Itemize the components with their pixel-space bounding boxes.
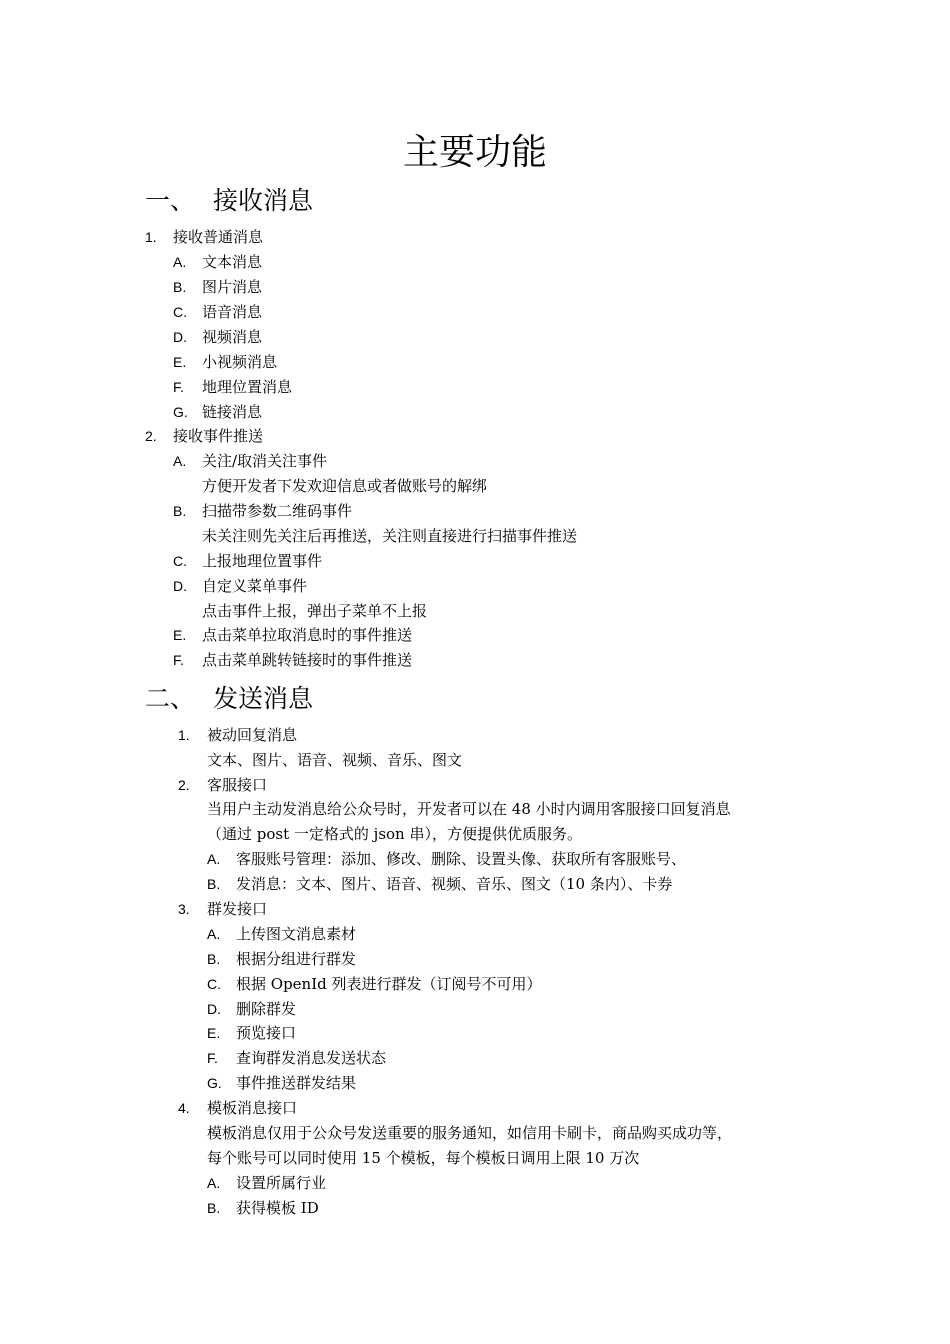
sublist-marker: D.	[173, 329, 187, 345]
sublist-item: 视频消息	[202, 328, 263, 346]
sublist-item: 客服账号管理：添加、修改、删除、设置头像、获取所有客服账号、	[236, 850, 687, 868]
sublist-item: 点击菜单拉取消息时的事件推送	[202, 626, 413, 644]
section-title: 接收消息	[213, 186, 314, 215]
sublist-description: 方便开发者下发欢迎信息或者做账号的解绑	[202, 477, 488, 495]
sublist-item: 自定义菜单事件	[202, 577, 308, 595]
sublist-marker: B.	[173, 503, 187, 519]
list-item-description: 每个账号可以同时使用 15 个模板，每个模板日调用上限 10 万次	[207, 1149, 640, 1167]
list-item-label: 被动回复消息	[207, 726, 298, 744]
sublist-marker: E.	[173, 354, 187, 370]
sublist-item: 获得模板 ID	[236, 1199, 319, 1217]
sublist-item: 设置所属行业	[236, 1174, 327, 1192]
sublist-item: 根据 OpenId 列表进行群发（订阅号不可用）	[236, 975, 542, 993]
section-number: 一、	[145, 186, 196, 215]
section-heading-receive	[145, 184, 313, 218]
list-item-description: 模板消息仅用于公众号发送重要的服务通知，如信用卡刷卡，商品购买成功等，	[207, 1124, 733, 1142]
sublist-item: 预览接口	[236, 1024, 297, 1042]
list-number: 3.	[178, 901, 190, 917]
document-title: 主要功能	[402, 132, 547, 173]
sublist-item: 扫描带参数二维码事件	[202, 502, 353, 520]
sublist-description: 点击事件上报，弹出子菜单不上报	[202, 602, 428, 620]
list-item-label: 接收普通消息	[173, 228, 264, 246]
sublist-item: 删除群发	[236, 1000, 297, 1018]
sublist-item: 点击菜单跳转链接时的事件推送	[202, 651, 413, 669]
sublist-item: 小视频消息	[202, 353, 278, 371]
sublist-item: 关注/取消关注事件	[202, 452, 328, 470]
sublist-marker: A.	[173, 254, 187, 270]
sublist-marker: G.	[173, 404, 188, 420]
sublist-item: 语音消息	[202, 303, 263, 321]
sublist-marker: B.	[207, 876, 221, 892]
sublist-item: 查询群发消息发送状态	[236, 1049, 387, 1067]
section-number: 二、	[145, 684, 196, 713]
list-item-description: 文本、图片、语音、视频、音乐、图文	[207, 751, 463, 769]
sublist-item: 图片消息	[202, 278, 263, 296]
section-heading-send	[145, 682, 313, 716]
sublist-marker: C.	[173, 553, 187, 569]
list-item-label: 模板消息接口	[207, 1099, 298, 1117]
sublist-marker: A.	[173, 453, 187, 469]
sublist-item: 链接消息	[202, 403, 263, 421]
list-item-label: 群发接口	[207, 900, 268, 918]
sublist-marker: A.	[207, 1175, 221, 1191]
sublist-marker: B.	[207, 951, 221, 967]
sublist-description: 未关注则先关注后再推送，关注则直接进行扫描事件推送	[202, 527, 578, 545]
sublist-item: 事件推送群发结果	[236, 1074, 357, 1092]
sublist-marker: B.	[207, 1200, 221, 1216]
sublist-item: 上报地理位置事件	[202, 552, 323, 570]
sublist-marker: D.	[173, 578, 187, 594]
list-item-label: 接收事件推送	[173, 427, 264, 445]
sublist-marker: B.	[173, 279, 187, 295]
list-item-label: 客服接口	[207, 776, 268, 794]
sublist-marker: F.	[207, 1050, 218, 1066]
sublist-item: 根据分组进行群发	[236, 950, 357, 968]
sublist-item: 上传图文消息素材	[236, 925, 357, 943]
sublist-item: 文本消息	[202, 253, 263, 271]
sublist-marker: A.	[207, 926, 221, 942]
sublist-marker: D.	[207, 1001, 221, 1017]
sublist-marker: E.	[207, 1025, 221, 1041]
list-number: 4.	[178, 1100, 190, 1116]
sublist-item: 地理位置消息	[202, 378, 293, 396]
section-title: 发送消息	[213, 684, 314, 713]
sublist-marker: F.	[173, 379, 184, 395]
sublist-marker: G.	[207, 1075, 222, 1091]
list-number: 1.	[178, 727, 190, 743]
sublist-marker: E.	[173, 627, 187, 643]
sublist-item: 发消息：文本、图片、语音、视频、音乐、图文（10 条内）、卡券	[236, 875, 673, 893]
sublist-marker: C.	[207, 976, 221, 992]
list-number: 1.	[145, 229, 157, 245]
list-item-description: 当用户主动发消息给公众号时，开发者可以在 48 小时内调用客服接口回复消息	[207, 800, 731, 818]
sublist-marker: F.	[173, 652, 184, 668]
list-number: 2.	[178, 777, 190, 793]
sublist-marker: C.	[173, 304, 187, 320]
list-number: 2.	[145, 428, 157, 444]
list-item-description: （通过 post 一定格式的 json 串），方便提供优质服务。	[207, 825, 582, 843]
sublist-marker: A.	[207, 851, 221, 867]
